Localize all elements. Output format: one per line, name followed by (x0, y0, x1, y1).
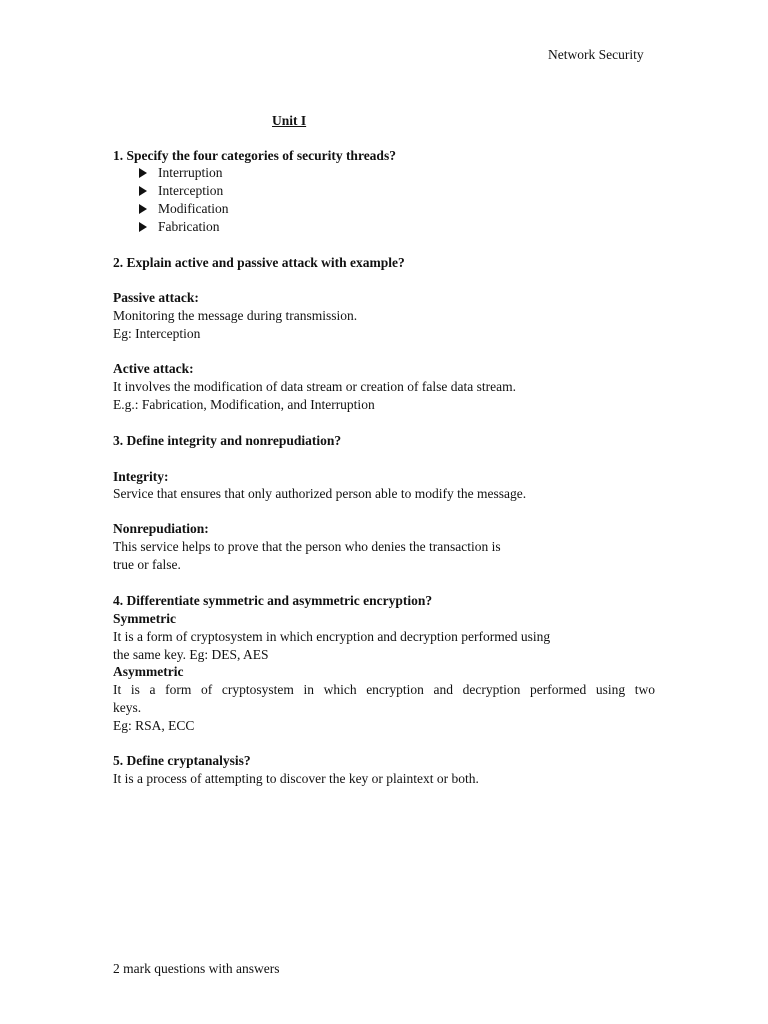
cryptanalysis-answer: It is a process of attempting to discover the key or plaintext or both. (113, 771, 479, 786)
integrity-text: Service that ensures that only authorized person able to modify the message. (113, 486, 527, 501)
passive-attack-heading: Passive attack: (113, 290, 199, 305)
question-1: 1. Specify the four categories of security threads? (113, 148, 396, 163)
question-5: 5. Define cryptanalysis? (113, 753, 251, 768)
active-attack-heading: Active attack: (113, 361, 194, 376)
list-item-label: Fabrication (158, 219, 220, 234)
passive-attack-example: Eg: Interception (113, 326, 201, 341)
list-item-label: Interruption (158, 165, 223, 180)
unit-title: Unit I (272, 113, 307, 128)
nonrepudiation-text-line1: This service helps to prove that the person who denies the transaction is (113, 539, 501, 554)
arrow-bullet-icon (139, 164, 147, 183)
nonrepudiation-heading: Nonrepudiation: (113, 521, 209, 536)
symmetric-text-line1: It is a form of cryptosystem in which encryption and decryption performed using (113, 629, 551, 644)
symmetric-heading: Symmetric (113, 611, 176, 626)
arrow-bullet-icon (139, 182, 147, 201)
symmetric-text-line2: the same key. Eg: DES, AES (113, 647, 269, 662)
nonrepudiation-text-line2: true or false. (113, 557, 181, 572)
integrity-heading: Integrity: (113, 469, 169, 484)
active-attack-example: E.g.: Fabrication, Modification, and Interruption (113, 397, 375, 412)
active-attack-text: It involves the modification of data stream or creation of false data stream. (113, 379, 516, 394)
asymmetric-text-line2: keys. (113, 700, 142, 715)
question-2: 2. Explain active and passive attack with example? (113, 255, 405, 270)
question-4: 4. Differentiate symmetric and asymmetric encryption? (113, 593, 433, 608)
passive-attack-text: Monitoring the message during transmission. (113, 308, 358, 323)
asymmetric-example: Eg: RSA, ECC (113, 718, 195, 733)
list-item-label: Modification (158, 201, 229, 216)
asymmetric-heading: Asymmetric (113, 664, 184, 679)
arrow-bullet-icon (139, 218, 147, 237)
list-item-label: Interception (158, 183, 224, 198)
page-footer: 2 mark questions with answers (113, 961, 280, 976)
asymmetric-text-line1: It is a form of cryptosystem in which encryption and decryption performed using two (113, 682, 655, 697)
question-3: 3. Define integrity and nonrepudiation? (113, 433, 342, 448)
arrow-bullet-icon (139, 200, 147, 219)
running-header: Network Security (548, 47, 644, 62)
